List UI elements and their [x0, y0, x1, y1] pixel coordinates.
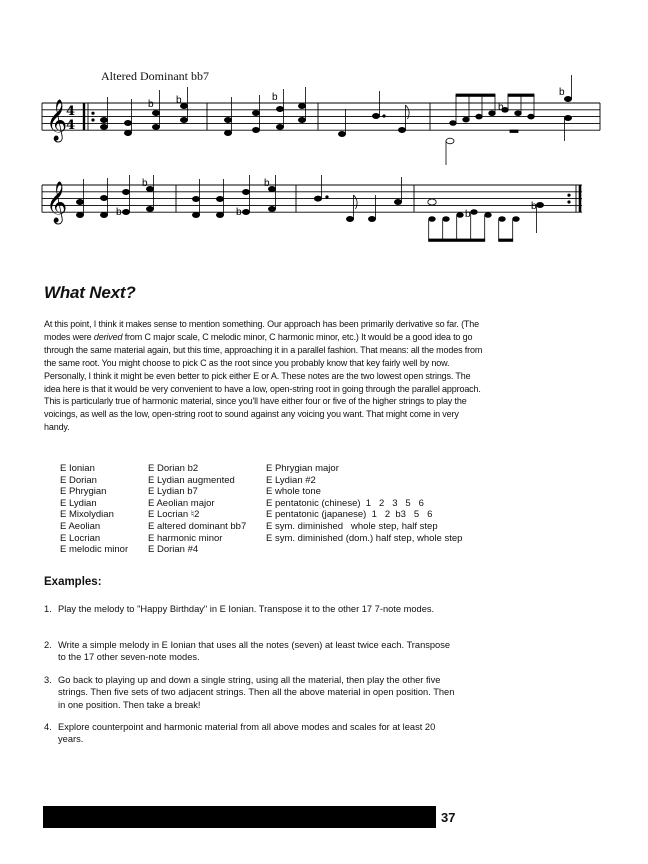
- svg-text:b: b: [116, 207, 122, 218]
- mode-item: E pentatonic (japanese) 1 2 b3 5 6: [266, 509, 433, 521]
- intro-text-part1: At this point, I think it makes sense to mention something. Our approach has been primarily derivative so far. (The modes were: [44, 319, 479, 342]
- mode-item: E Aeolian: [60, 520, 101, 532]
- music-caption: Altered Dominant bb7: [101, 69, 209, 83]
- svg-text:b: b: [498, 102, 504, 113]
- mode-item: E Locrian ♮2: [148, 509, 200, 521]
- modes-column-3: [266, 463, 462, 544]
- treble-clef-icon: [46, 181, 67, 224]
- intro-text-part2: from C major scale, C melodic minor, C harmonic minor, etc.) It would be a good idea to go through the same material again, but this time, approaching it in a parallel fashion. That means: all the modes from the same root. You might choose to pick C as the root since you probably know that key fairly well by now. Personally, I think it might be even better to pick either E or A. These notes are the two lowest open strings. The idea here is that it would be very convenient to have a low, open-string root in going through the parallel approach. This is particularly true of harmonic material, since you'll have either four or five of the higher strings to play the voicings, as well as the low, open-string root to sound against any voicing you want. That might come in very handy.: [44, 331, 483, 433]
- example-number: 1.: [44, 604, 52, 614]
- svg-text:b: b: [531, 201, 537, 212]
- mode-item: E pentatonic (chinese) 1 2 3 5 6: [266, 497, 424, 509]
- mode-item: E Lydian #2: [266, 474, 316, 486]
- mode-item: E Phrygian major: [266, 463, 339, 474]
- mode-item: E Phrygian: [60, 486, 107, 498]
- mode-item: E melodic minor: [60, 544, 129, 556]
- intro-paragraph: [44, 318, 484, 434]
- mode-item: E sym. diminished (dom.) half step, whole step: [266, 532, 463, 544]
- mode-item: E sym. diminished whole step, half step: [266, 520, 438, 532]
- page-number: 37: [441, 810, 456, 825]
- example-number: 2.: [44, 640, 52, 650]
- example-text: Write a simple melody in E Ionian that uses all the notes (seven) at least twice each. Transpose to the 17 other seven-note modes.: [58, 640, 451, 663]
- mode-item: E altered dominant bb7: [148, 520, 247, 532]
- time-signature-top: 4: [66, 104, 76, 119]
- svg-text:b: b: [176, 95, 182, 106]
- svg-text:b: b: [272, 92, 278, 103]
- mode-item: E Lydian b7: [148, 486, 198, 498]
- example-text: Go back to playing up and down a single string, using all the material, then play the other five strings. Then five sets of two adjacent strings. Then all the above material in open position. Then in one position. Then take a break!: [58, 675, 455, 710]
- example-text: Explore counterpoint and harmonic material from all above modes and scales for at least 20 years.: [58, 722, 436, 745]
- svg-text:b: b: [264, 178, 270, 189]
- mode-item: E Dorian b2: [148, 463, 199, 474]
- svg-text:b: b: [465, 209, 471, 220]
- svg-text:𝄞: 𝄞: [46, 182, 68, 223]
- time-signature-bottom: 4: [66, 118, 76, 133]
- intro-emphasis: derived: [93, 331, 123, 342]
- svg-text:b: b: [559, 87, 565, 98]
- mode-item: E Dorian #4: [148, 544, 199, 556]
- mode-item: E Lydian: [60, 497, 97, 509]
- mode-item: E Locrian: [60, 532, 101, 544]
- svg-text:b: b: [236, 207, 242, 218]
- mode-item: E Mixolydian: [60, 509, 114, 521]
- staff-system-1: [0, 75, 648, 170]
- notes-line-1: [100, 75, 571, 165]
- mode-item: E Ionian: [60, 463, 95, 474]
- mode-item: E Dorian: [60, 474, 97, 486]
- modes-column-2: [148, 463, 246, 556]
- examples-heading: Examples:: [44, 576, 102, 588]
- section-heading: What Next?: [44, 283, 136, 302]
- footer-bar: [43, 806, 436, 828]
- treble-clef-icon: [46, 99, 67, 142]
- mode-item: E Aeolian major: [148, 497, 215, 509]
- example-number: 4.: [44, 722, 52, 732]
- example-text: Play the melody to "Happy Birthday" in E Ionian. Transpose it to the other 17 7-note modes.: [58, 604, 435, 614]
- modes-column-1: [60, 463, 128, 556]
- mode-item: E harmonic minor: [148, 532, 223, 544]
- mode-item: E whole tone: [266, 486, 321, 498]
- svg-text:b: b: [142, 178, 148, 189]
- example-number: 3.: [44, 675, 52, 685]
- staff-system-2: [0, 175, 648, 250]
- mode-item: E Lydian augmented: [148, 474, 235, 486]
- svg-text:𝄞: 𝄞: [46, 100, 68, 141]
- svg-text:b: b: [148, 99, 154, 110]
